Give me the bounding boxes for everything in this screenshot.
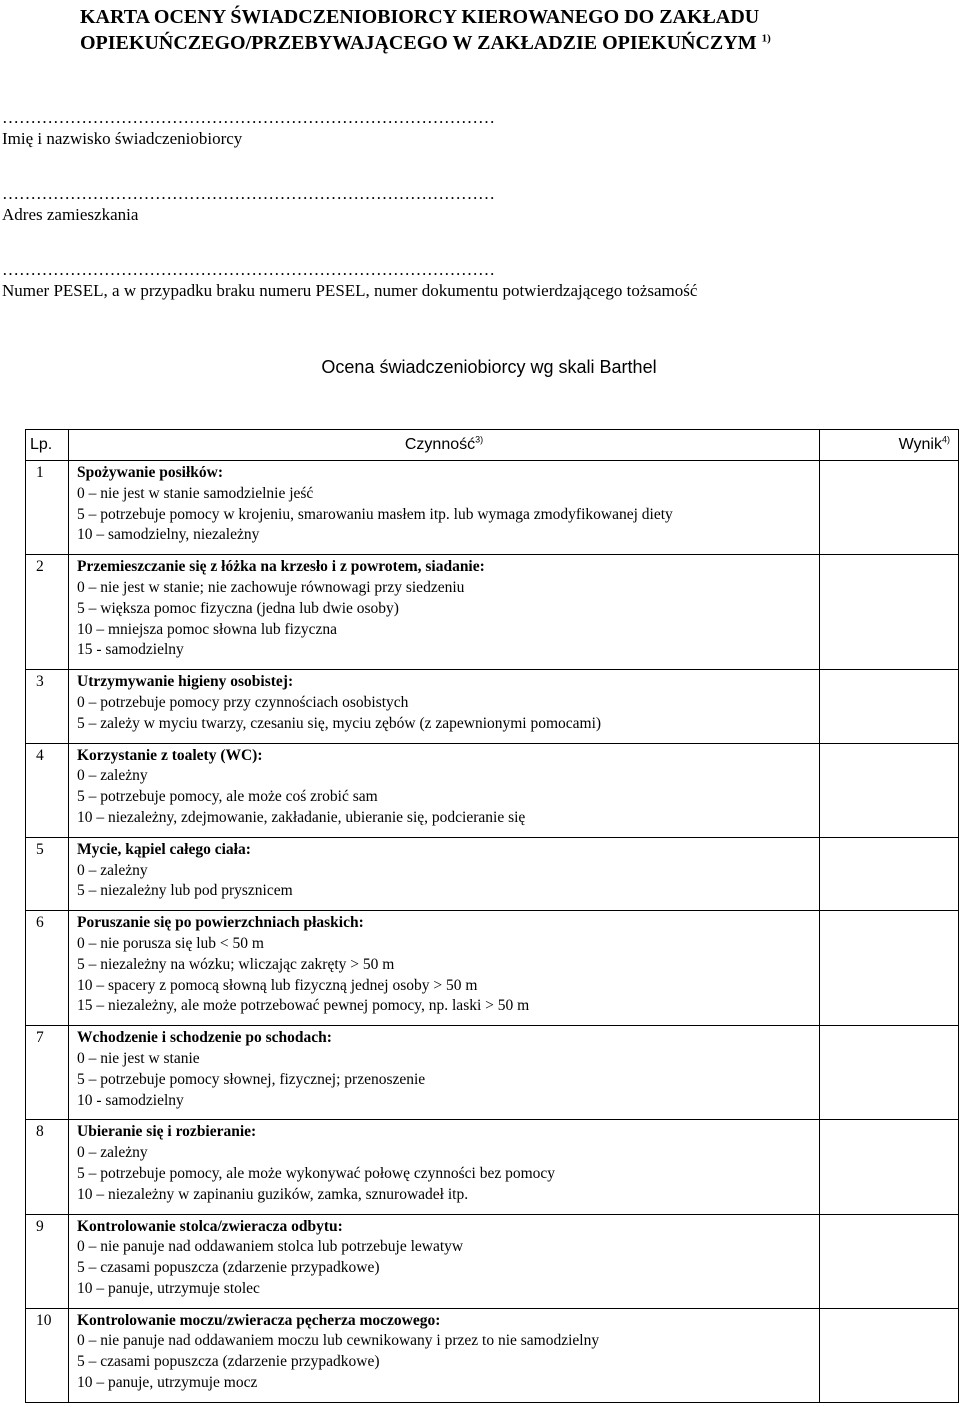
activity-option: 5 – czasami popuszcza (zdarzenie przypadkowe): [77, 1259, 380, 1277]
activity-option: 0 – zależny: [77, 861, 148, 879]
result-cell[interactable]: [820, 461, 959, 555]
table-row: [26, 1308, 959, 1402]
header-activity-note: 3): [475, 434, 484, 445]
table-row: [26, 1026, 959, 1120]
table-row: [26, 743, 959, 837]
table-row: [26, 837, 959, 910]
activity-cell: [69, 1308, 820, 1402]
result-cell[interactable]: [820, 1026, 959, 1120]
activity-cell: [69, 670, 820, 743]
activity-option: 10 – panuje, utrzymuje mocz: [77, 1374, 258, 1392]
activity-title: Spożywanie posiłków:: [77, 464, 223, 481]
row-number: 6: [26, 911, 69, 1026]
table-row: [26, 461, 959, 555]
activity-option: 15 - samodzielny: [77, 641, 184, 659]
row-number: 8: [26, 1120, 69, 1214]
result-cell[interactable]: [820, 743, 959, 837]
activity-title: Poruszanie się po powierzchniach płaskich:: [77, 914, 364, 932]
activity-cell: [69, 461, 820, 555]
activity-option: 5 – niezależny lub pod prysznicem: [77, 882, 293, 900]
activity-title: Ubieranie się i rozbieranie:: [77, 1123, 257, 1141]
result-cell[interactable]: [820, 670, 959, 743]
activity-cell: [69, 1120, 820, 1214]
result-cell[interactable]: [820, 911, 959, 1026]
activity-option: 0 – nie panuje nad oddawaniem moczu lub cewnikowany i przez to nie samodzielny: [77, 1332, 600, 1350]
activity-title: Kontrolowanie moczu/zwieracza pęcherza moczowego:: [77, 1311, 441, 1329]
section-heading: [0, 357, 960, 378]
row-number: 7: [26, 1026, 69, 1120]
activity-option: 5 – zależy w myciu twarzy, czesaniu się, myciu zębów (z zapewnionymi pomocami): [77, 714, 602, 732]
activity-option: 5 – potrzebuje pomocy, ale może wykonywać połowę czynności bez pomocy: [77, 1164, 556, 1182]
address-dots[interactable]: ……………………………………………………………………………: [2, 184, 495, 203]
section-heading-text: Ocena świadczeniobiorcy wg skali Barthel: [321, 357, 657, 377]
table-row: [26, 1214, 959, 1308]
activity-title: Utrzymywanie higieny osobistej:: [77, 673, 294, 691]
table-header-row: [26, 430, 959, 461]
activity-option: 0 – potrzebuje pomocy przy czynnościach osobistych: [77, 693, 409, 711]
activity-option: 10 – niezależny, zdejmowanie, zakładanie, ubieranie się, podcieranie się: [77, 808, 526, 826]
activity-cell: [69, 1026, 820, 1120]
header-result: [820, 430, 959, 461]
result-cell[interactable]: [820, 1120, 959, 1214]
table-row: [26, 670, 959, 743]
row-number: 3: [26, 670, 69, 743]
title-line-1: KARTA OCENY ŚWIADCZENIOBIORCY KIEROWANEGO DO ZAKŁADU: [80, 6, 760, 28]
row-number: 2: [26, 555, 69, 670]
activity-cell: [69, 911, 820, 1026]
pesel-field: [2, 260, 952, 302]
activity-option: 5 – większa pomoc fizyczna (jedna lub dwie osoby): [77, 599, 399, 617]
pesel-label: Numer PESEL, a w przypadku braku numeru PESEL, numer dokumentu potwierdzającego tożsamość: [2, 281, 698, 300]
header-activity: [69, 430, 820, 461]
table-row: [26, 1120, 959, 1214]
activity-cell: [69, 743, 820, 837]
activity-option: 10 - samodzielny: [77, 1091, 184, 1109]
address-label: Adres zamieszkania: [2, 205, 139, 224]
activity-option: 10 – samodzielny, niezależny: [77, 526, 260, 544]
activity-option: 5 – czasami popuszcza (zdarzenie przypadkowe): [77, 1353, 380, 1371]
pesel-dots[interactable]: ……………………………………………………………………………: [2, 260, 495, 279]
activity-option: 10 – mniejsza pomoc słowna lub fizyczna: [77, 620, 337, 638]
activity-option: 10 – spacery z pomocą słowną lub fizyczną jednej osoby > 50 m: [77, 976, 478, 994]
header-lp: Lp.: [26, 430, 69, 461]
activity-option: 0 – nie jest w stanie; nie zachowuje równowagi przy siedzeniu: [77, 578, 465, 596]
activity-option: 10 – niezależny w zapinaniu guzików, zamka, sznurowadeł itp.: [77, 1185, 469, 1203]
table-row: [26, 911, 959, 1026]
activity-option: 10 – panuje, utrzymuje stolec: [77, 1279, 260, 1297]
activity-option: 15 – niezależny, ale może potrzebować pewnej pomocy, np. laski > 50 m: [77, 997, 530, 1015]
barthel-table: [25, 429, 959, 1403]
result-cell[interactable]: [820, 1214, 959, 1308]
activity-option: 0 – nie panuje nad oddawaniem stolca lub potrzebuje lewatyw: [77, 1238, 464, 1256]
activity-cell: [69, 837, 820, 910]
activity-title: Kontrolowanie stolca/zwieracza odbytu:: [77, 1217, 343, 1235]
result-cell[interactable]: [820, 555, 959, 670]
activity-option: 5 – potrzebuje pomocy, ale może coś zrobić sam: [77, 788, 378, 806]
activity-option: 0 – nie jest w stanie: [77, 1049, 200, 1067]
header-result-text: Wynik: [898, 435, 942, 453]
table-row: [26, 555, 959, 670]
activity-title: Przemieszczanie się z łóżka na krzesło i z powrotem, siadanie:: [77, 558, 485, 576]
activity-option: 0 – nie porusza się lub < 50 m: [77, 934, 264, 952]
activity-title: Korzystanie z toalety (WC):: [77, 746, 263, 764]
address-field: [2, 184, 952, 226]
activity-option: 0 – nie jest w stanie samodzielnie jeść: [77, 484, 314, 502]
title-line-2: [80, 30, 950, 56]
name-dots[interactable]: ……………………………………………………………………………: [2, 108, 495, 127]
activity-option: 5 – potrzebuje pomocy słownej, fizycznej; przenoszenie: [77, 1070, 426, 1088]
activity-title: Mycie, kąpiel całego ciała:: [77, 840, 251, 858]
row-number: 4: [26, 743, 69, 837]
title-line-2-text: OPIEKUŃCZEGO/PRZEBYWAJĄCEGO W ZAKŁADZIE OPIEKUŃCZYM: [80, 32, 757, 54]
result-cell[interactable]: [820, 1308, 959, 1402]
activity-option: 0 – zależny: [77, 767, 148, 785]
row-number: 10: [26, 1308, 69, 1402]
header-result-note: 4): [941, 434, 950, 445]
activity-option: 5 – niezależny na wózku; wliczając zakręty > 50 m: [77, 955, 395, 973]
title-footnote: 1): [761, 32, 771, 45]
row-number: 9: [26, 1214, 69, 1308]
header-activity-text: Czynność: [404, 435, 476, 453]
name-label: Imię i nazwisko świadczeniobiorcy: [2, 129, 243, 148]
activity-cell: [69, 1214, 820, 1308]
activity-option: 5 – potrzebuje pomocy w krojeniu, smarowaniu masłem itp. lub wymaga zmodyfikowanej diety: [77, 505, 673, 523]
activity-title: Wchodzenie i schodzenie po schodach:: [77, 1029, 332, 1047]
result-cell[interactable]: [820, 837, 959, 910]
row-number: 1: [26, 461, 69, 555]
name-field: [2, 108, 952, 150]
activity-option: 0 – zależny: [77, 1144, 148, 1162]
row-number: 5: [26, 837, 69, 910]
activity-cell: [69, 555, 820, 670]
document-title: [80, 4, 950, 56]
